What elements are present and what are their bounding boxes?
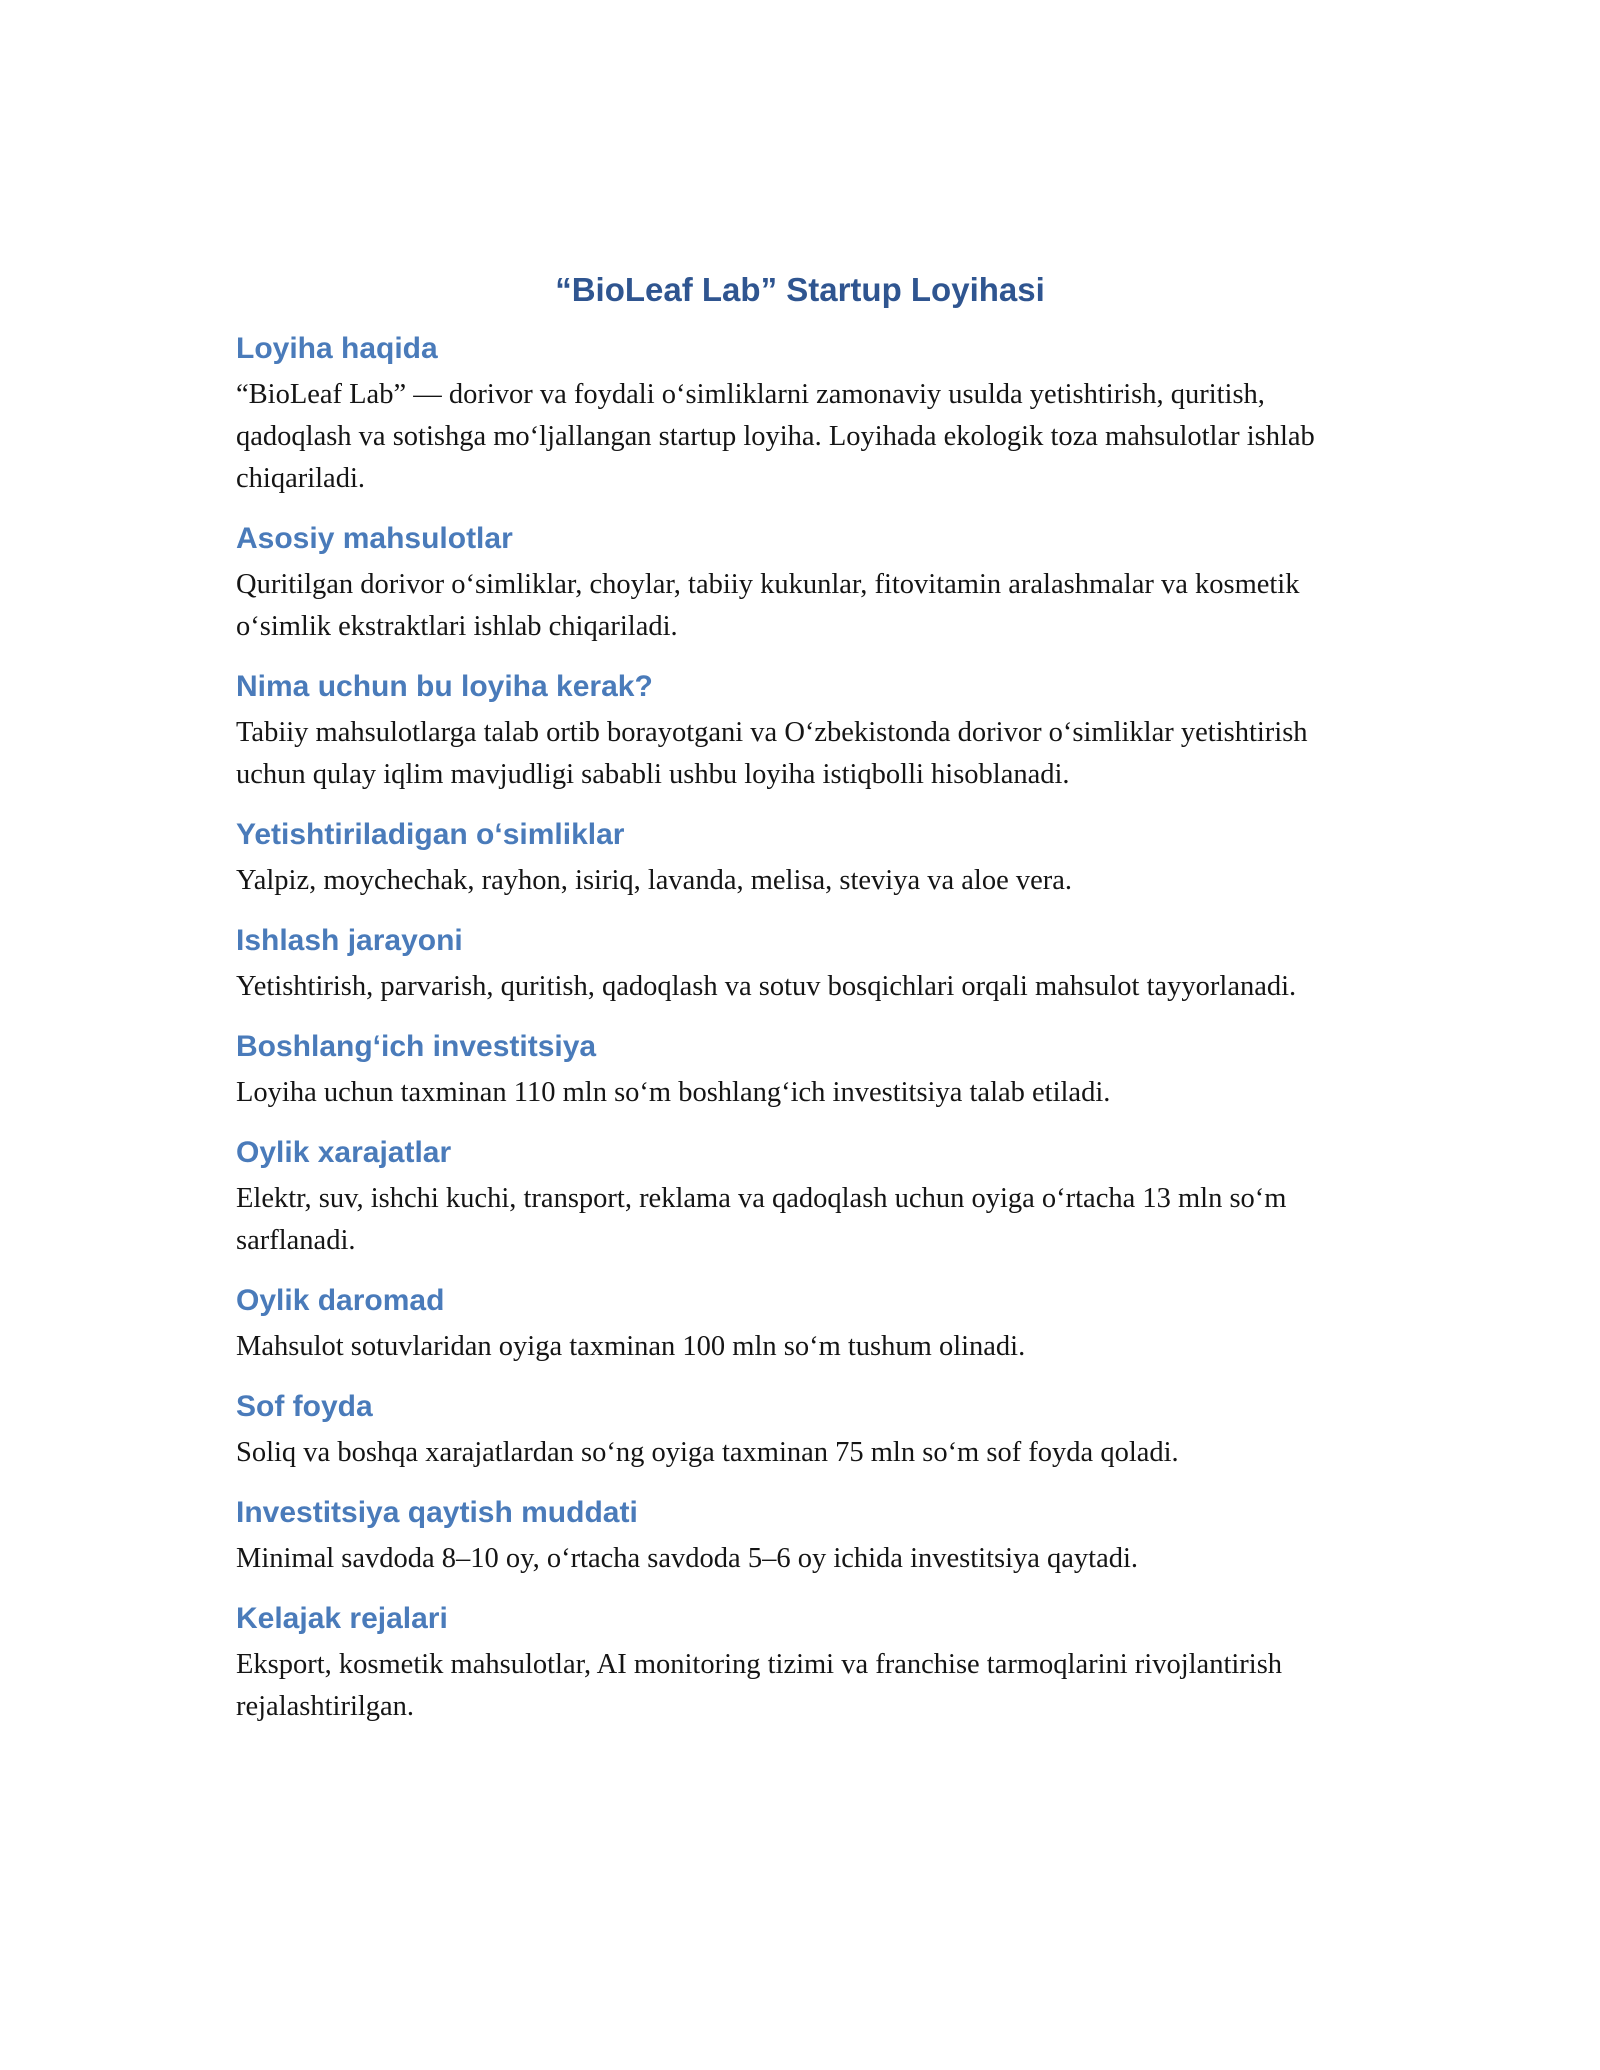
- section-investitsiya-qaytish-muddati: [236, 1492, 1376, 1580]
- section-text: Yalpiz, moychechak, rayhon, isiriq, lavanda, melisa, steviya va aloe vera.: [236, 865, 1073, 896]
- section-heading: Oylik daromad: [236, 1284, 445, 1317]
- section-text: Loyiha uchun taxminan 110 mln so‘m boshlang‘ich investitsiya talab etiladi.: [236, 1077, 1111, 1108]
- section-text: Minimal savdoda 8–10 oy, o‘rtacha savdoda 5–6 oy ichida investitsiya qaytadi.: [236, 1543, 1139, 1574]
- section-heading: Nima uchun bu loyiha kerak?: [236, 670, 653, 703]
- section-boshlangich-investitsiya: [236, 1026, 1376, 1114]
- section-heading: Investitsiya qaytish muddati: [236, 1496, 638, 1529]
- section-text: Yetishtirish, parvarish, quritish, qadoqlash va sotuv bosqichlari orqali mahsulot tayyorlanadi.: [236, 971, 1297, 1002]
- section-text: Soliq va boshqa xarajatlardan so‘ng oyiga taxminan 75 mln so‘m sof foyda qoladi.: [236, 1437, 1179, 1468]
- section-text: Quritilgan dorivor o‘simliklar, choylar, tabiiy kukunlar, fitovitamin aralashmalar va kosmetik o‘simlik ekstraktlari ishlab chiqariladi.: [236, 569, 1300, 642]
- section-oylik-xarajatlar: [236, 1132, 1376, 1262]
- section-loyiha-haqida: [236, 328, 1376, 500]
- section-text: Eksport, kosmetik mahsulotlar, AI monitoring tizimi va franchise tarmoqlarini rivojlantirish rejalashtirilgan.: [236, 1649, 1283, 1722]
- section-heading: Boshlang‘ich investitsiya: [236, 1030, 597, 1063]
- section-heading: Oylik xarajatlar: [236, 1136, 452, 1169]
- section-text: Elektr, suv, ishchi kuchi, transport, reklama va qadoqlash uchun oyiga o‘rtacha 13 mln so‘m sarflanadi.: [236, 1183, 1287, 1256]
- section-yetishtiriladigan-osimliklar: [236, 814, 1376, 902]
- section-kelajak-rejalari: [236, 1598, 1376, 1728]
- section-heading: Loyiha haqida: [236, 332, 438, 365]
- section-text: Mahsulot sotuvlaridan oyiga taxminan 100 mln so‘m tushum olinadi.: [236, 1331, 1026, 1362]
- section-heading: Ishlash jarayoni: [236, 924, 463, 957]
- section-sof-foyda: [236, 1386, 1376, 1474]
- section-text: Tabiiy mahsulotlarga talab ortib borayotgani va O‘zbekistonda dorivor o‘simliklar yetishtirish uchun qulay iqlim mavjudligi sababli ushbu loyiha istiqbolli hisoblanadi.: [236, 717, 1308, 790]
- section-ishlash-jarayoni: [236, 920, 1376, 1008]
- section-heading: Kelajak rejalari: [236, 1602, 448, 1635]
- document-title: “BioLeaf Lab” Startup Loyihasi: [555, 271, 1045, 309]
- section-text: “BioLeaf Lab” — dorivor va foydali o‘simliklarni zamonaviy usulda yetishtirish, quritish, qadoqlash va sotishga mo‘ljallangan startup loyiha. Loyihada ekologik toza mahsulotlar ishlab chiqariladi.: [236, 379, 1315, 494]
- section-heading: Asosiy mahsulotlar: [236, 522, 513, 555]
- section-heading: Sof foyda: [236, 1390, 373, 1423]
- document-body: [236, 328, 1376, 1746]
- section-heading: Yetishtiriladigan o‘simliklar: [236, 818, 625, 851]
- section-oylik-daromad: [236, 1280, 1376, 1368]
- section-nima-uchun: [236, 666, 1376, 796]
- section-asosiy-mahsulotlar: [236, 518, 1376, 648]
